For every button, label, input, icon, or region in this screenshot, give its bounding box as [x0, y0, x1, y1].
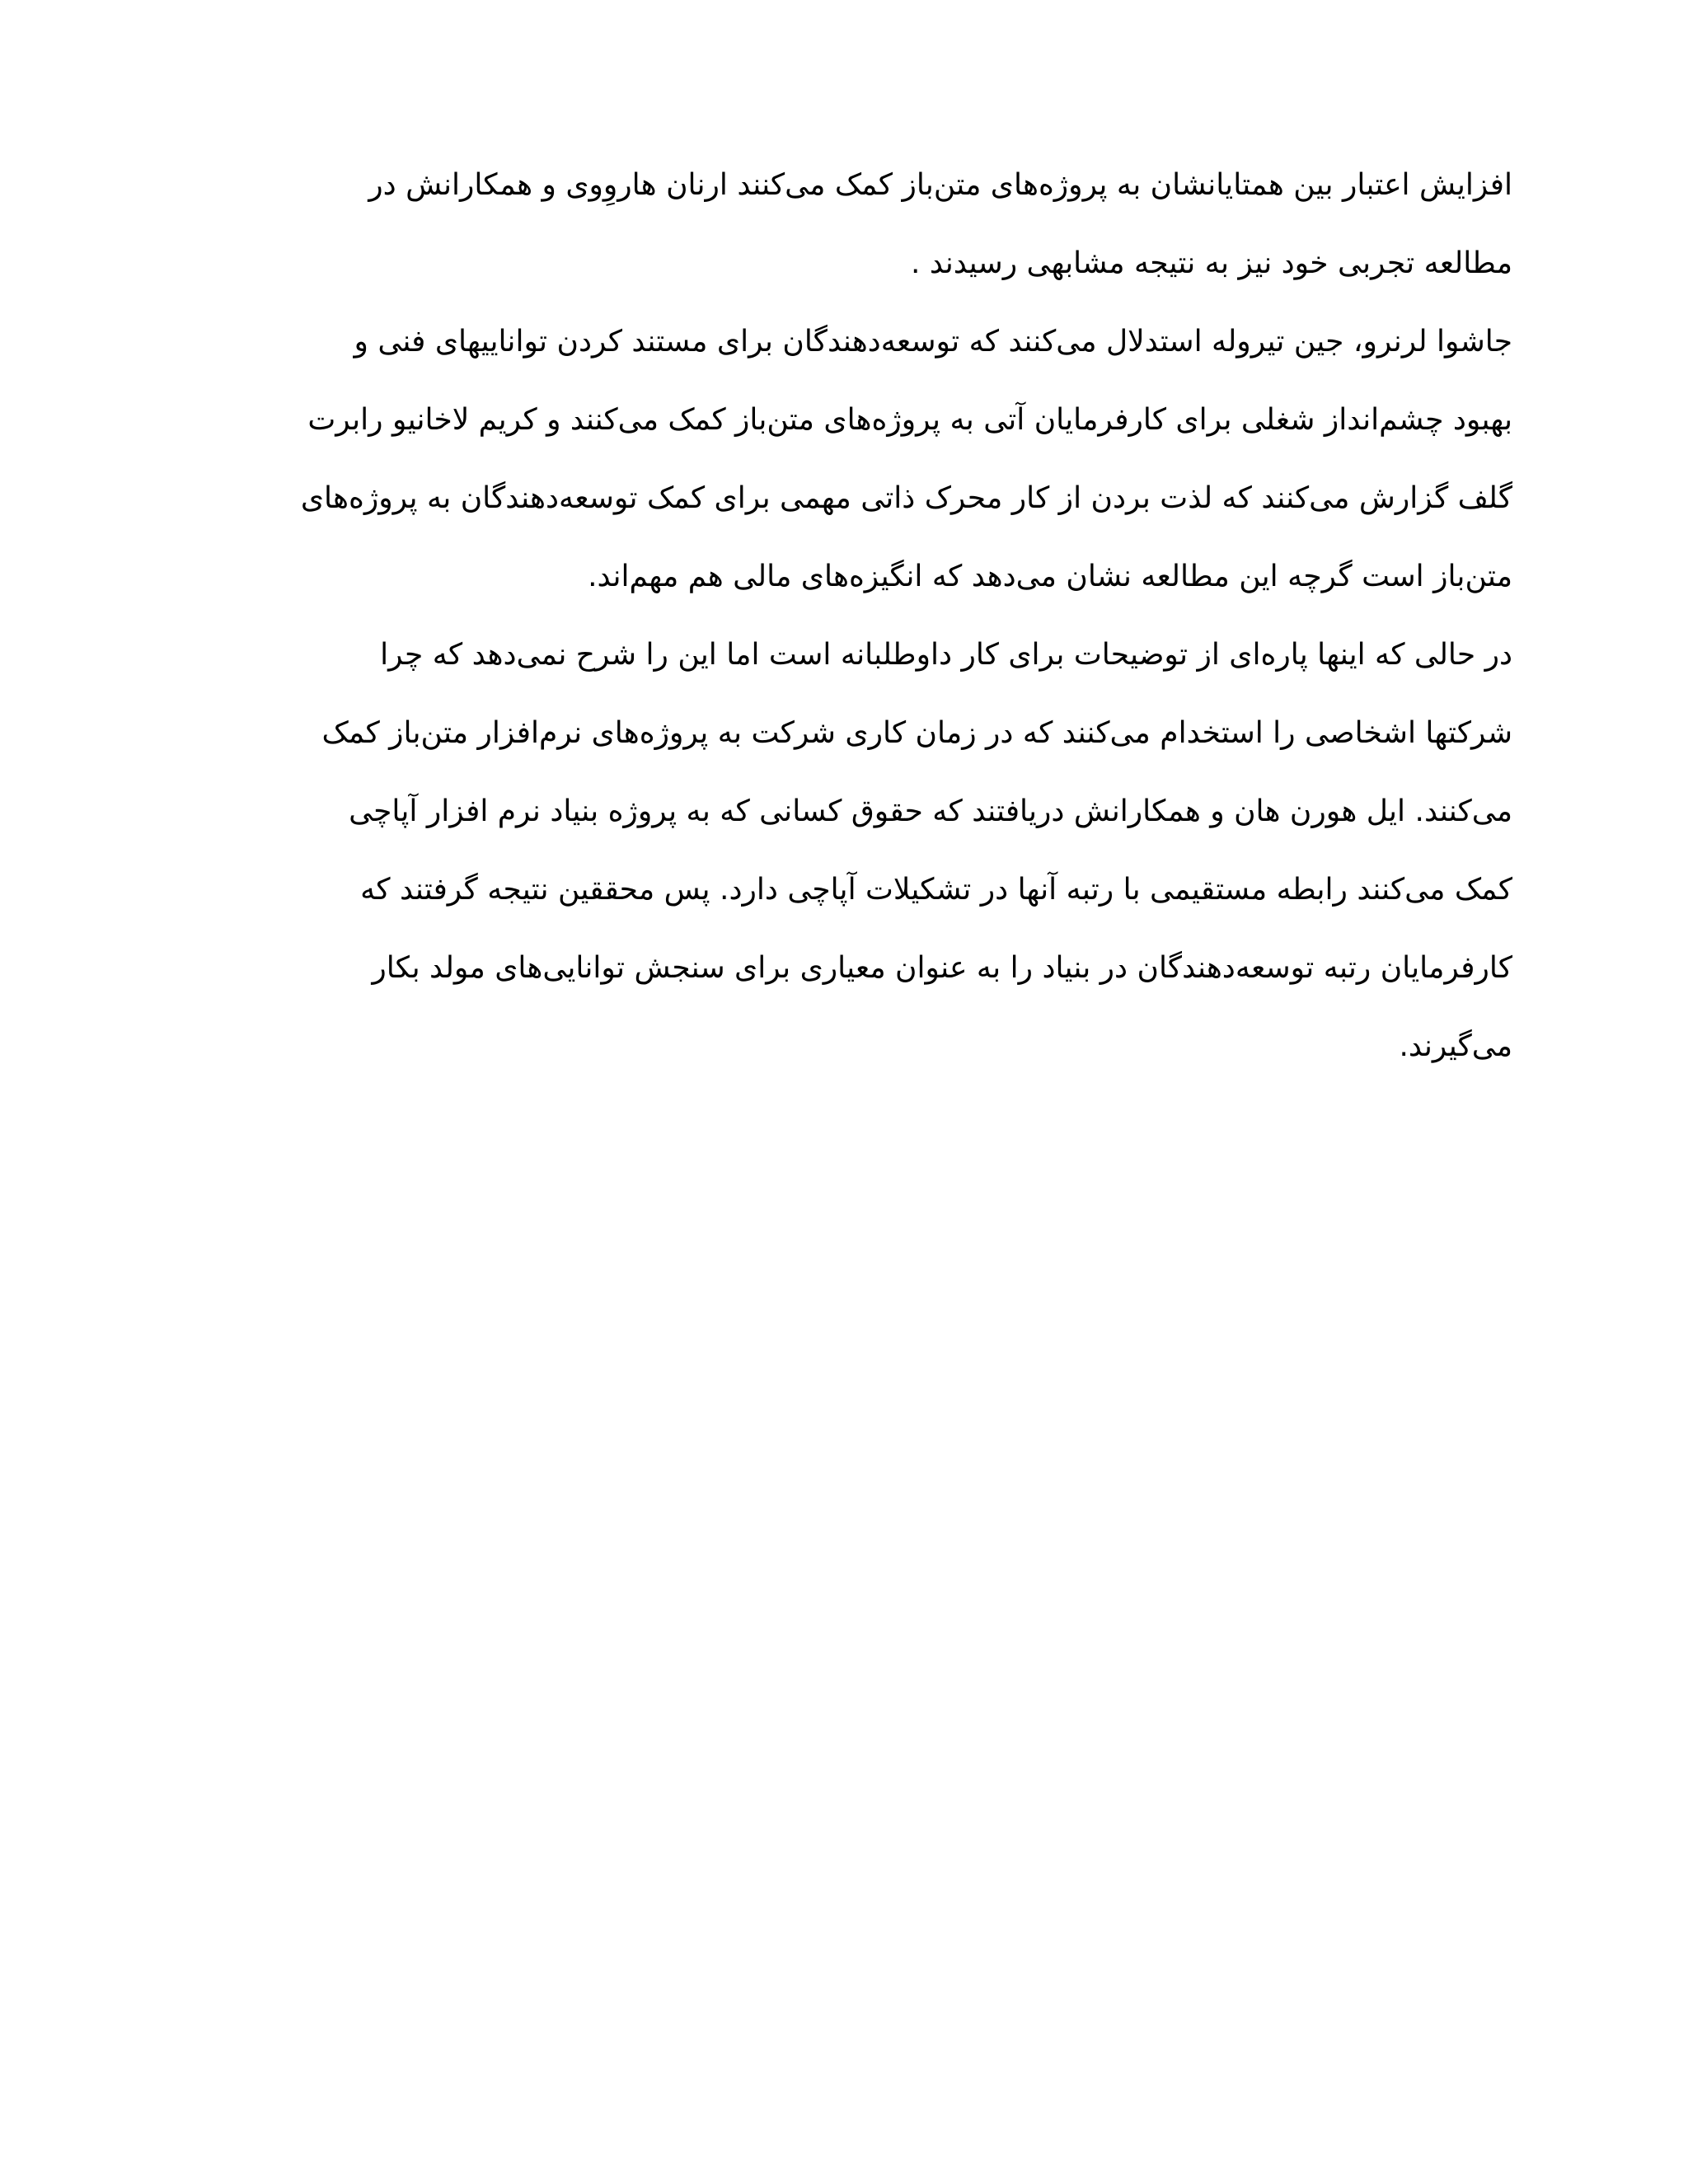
paragraph-2	[194, 305, 1512, 618]
text-line: شرکتها اشخاصی را استخدام می‌کنند که در زمان کاری شرکت به پروژه‌های نرم‌افزار متن‌باز کمک	[321, 716, 1512, 750]
text-line: مطالعه تجربی خود نیز به نتیجه مشابهی رسیدند .	[910, 246, 1512, 280]
paragraph-3	[194, 618, 1512, 1088]
text-line: بهبود چشم‌انداز شغلی برای کارفرمایان آتی به پروژه‌های متن‌باز کمک می‌کنند و کریم لاخانیو رابرت	[307, 403, 1512, 437]
text-line: جاشوا لرنرو، جین تیروله استدلال می‌کنند که توسعه‌دهندگان برای مستند کردن تواناییهای فنی و	[354, 325, 1512, 359]
text-line: می‌کنند. ایل هورن هان و همکارانش دریافتند که حقوق کسانی که به پروژه بنیاد نرم افزار آپاچی	[349, 794, 1512, 828]
paragraph-1	[194, 148, 1512, 305]
text-line: کمک می‌کنند رابطه مستقیمی با رتبه آنها در تشکیلات آپاچی دارد. پس محققین نتیجه گرفتند که	[360, 873, 1512, 907]
text-line: گلف گزارش می‌کنند که لذت بردن از کار محرک ذاتی مهمی برای کمک توسعه‌دهندگان به پروژه‌های	[300, 481, 1512, 515]
text-line: افزایش اعتبار بین همتایانشان به پروژه‌های متن‌باز کمک می‌کنند ارنان هاروِوی و همکارانش در	[368, 168, 1512, 202]
body-text	[194, 148, 1512, 1088]
text-line: کارفرمایان رتبه توسعه‌دهندگان در بنیاد را به عنوان معیاری برای سنجش توانایی‌های مولد بکار	[372, 951, 1512, 985]
text-line: متن‌باز است گرچه این مطالعه نشان می‌دهد که انگیزه‌های مالی هم مهم‌اند.	[588, 560, 1512, 593]
text-line: می‌گیرند.	[1399, 1029, 1512, 1063]
text-line: در حالی که اینها پاره‌ای از توضیحات برای کار داوطلبانه است اما این را شرح نمی‌دهد که چرا	[380, 638, 1512, 672]
